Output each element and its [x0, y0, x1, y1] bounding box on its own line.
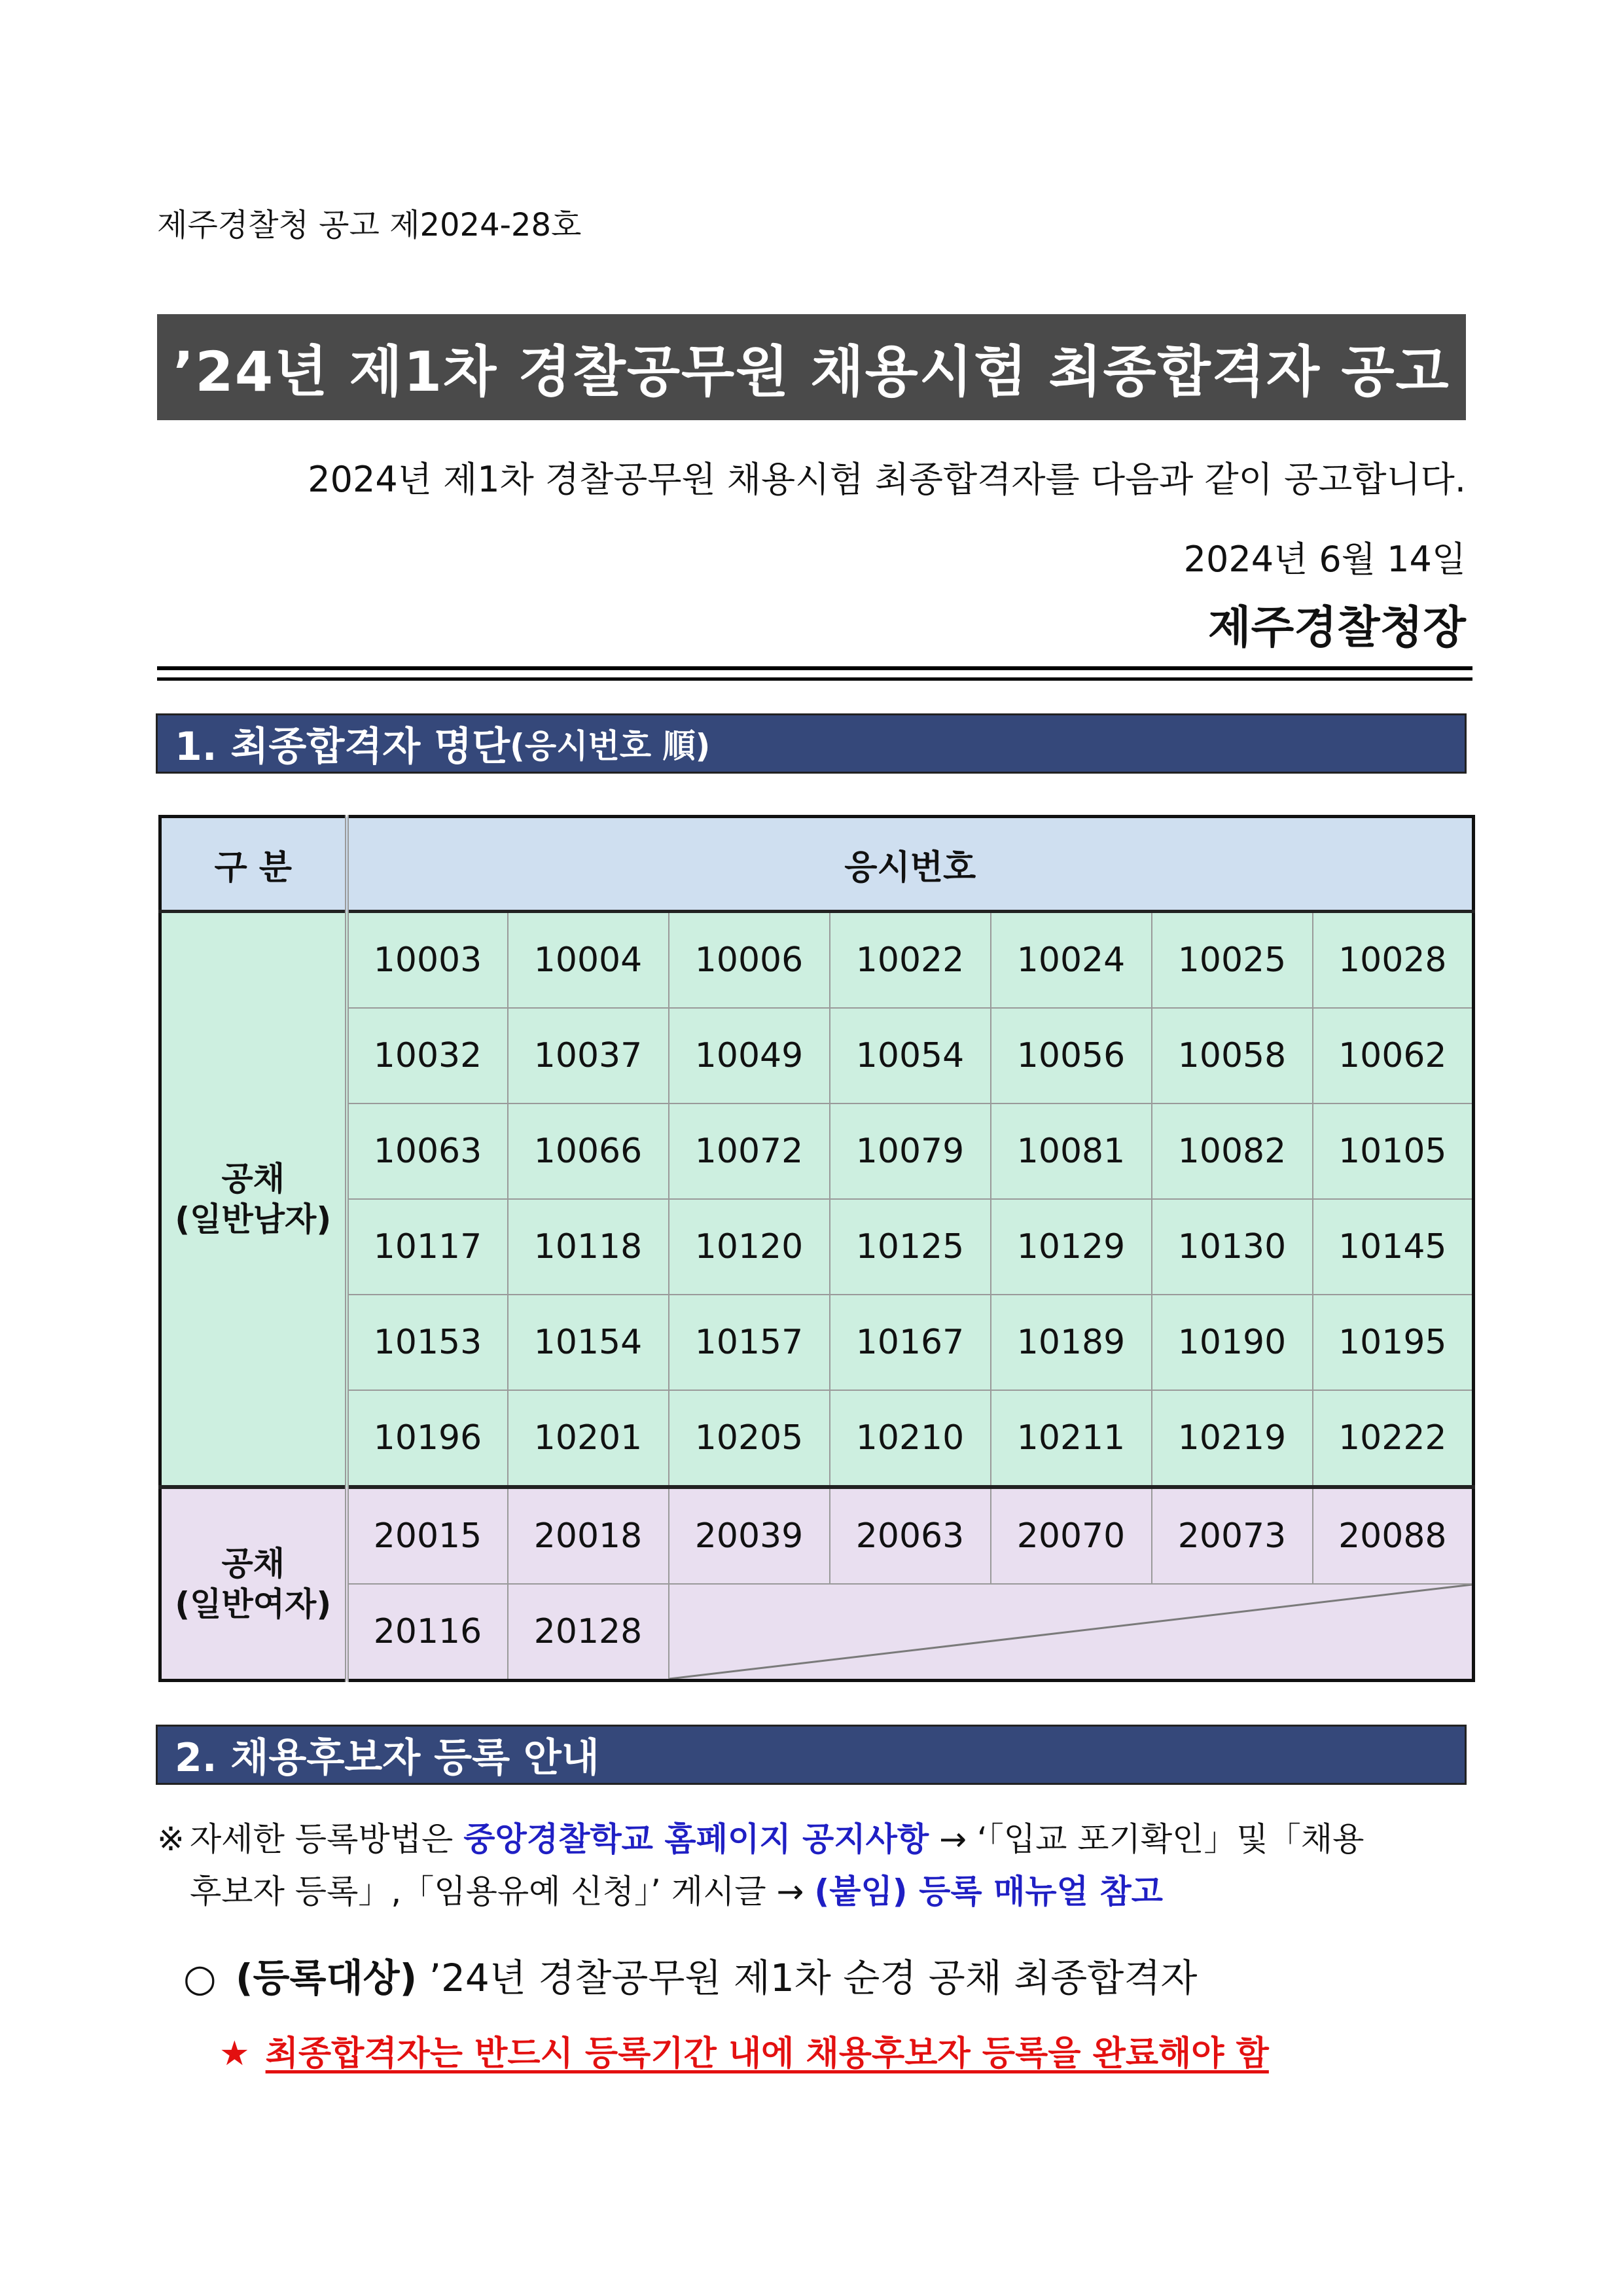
target-label: (등록대상) [236, 1956, 418, 2000]
exam-number-cell: 10196 [347, 1390, 508, 1487]
table-row [160, 1008, 1474, 1103]
exam-number-cell: 10054 [830, 1008, 991, 1103]
exam-number-cell: 20088 [1313, 1487, 1474, 1584]
exam-number-cell: 10210 [830, 1390, 991, 1487]
category-cell: 공채 (일반여자) [160, 1487, 347, 1681]
exam-number-cell: 10153 [347, 1295, 508, 1390]
exam-number-cell: 10195 [1313, 1295, 1474, 1390]
circle-bullet-icon: ○ [183, 1956, 217, 2000]
exam-number-cell: 10056 [991, 1008, 1152, 1103]
table-row [160, 1584, 1474, 1681]
exam-number-cell: 20070 [991, 1487, 1152, 1584]
notice-date: 2024년 6월 14일 [1183, 539, 1466, 580]
exam-number-cell: 10079 [830, 1103, 991, 1199]
exam-number-cell: 10025 [1152, 912, 1313, 1009]
exam-number-cell: 10145 [1313, 1199, 1474, 1295]
section-2-title: 2. 채용후보자 등록 안내 [175, 1735, 599, 1781]
category-cell: 공채 (일반남자) [160, 912, 347, 1488]
exam-number-cell: 20063 [830, 1487, 991, 1584]
manual-reference: (붙임) 등록 매뉴얼 참고 [814, 1873, 1163, 1910]
intro-text: 2024년 제1차 경찰공무원 채용시험 최종합격자를 다음과 같이 공고합니다. [308, 459, 1466, 500]
exam-number-cell: 10049 [669, 1008, 830, 1103]
exam-number-cell: 10201 [508, 1390, 669, 1487]
exam-number-cell: 10154 [508, 1295, 669, 1390]
exam-number-cell: 10189 [991, 1295, 1152, 1390]
exam-number-cell: 10167 [830, 1295, 991, 1390]
exam-number-cell: 10118 [508, 1199, 669, 1295]
exam-number-cell: 10211 [991, 1390, 1152, 1487]
exam-number-cell: 10022 [830, 912, 991, 1009]
exam-number-cell: 20128 [508, 1584, 669, 1681]
exam-number-cell: 10028 [1313, 912, 1474, 1009]
section-1-heading [156, 713, 1467, 774]
table-row [160, 1295, 1474, 1390]
exam-number-cell: 10003 [347, 912, 508, 1009]
note-text-1: 자세한 등록방법은 [190, 1820, 464, 1858]
exam-number-cell: 20116 [347, 1584, 508, 1681]
reference-mark: ※ [157, 1820, 185, 1858]
double-divider [157, 666, 1472, 681]
exam-number-cell: 10222 [1313, 1390, 1474, 1487]
exam-number-cell: 10125 [830, 1199, 991, 1295]
star-icon: ★ [219, 2034, 250, 2073]
exam-number-cell: 10105 [1313, 1103, 1474, 1199]
table-row [160, 1103, 1474, 1199]
exam-number-cell: 20073 [1152, 1487, 1313, 1584]
exam-number-cell: 10117 [347, 1199, 508, 1295]
registration-warning [219, 2026, 1269, 2075]
header-exam-numbers: 응시번호 [347, 817, 1474, 912]
warning-text: 최종합격자는 반드시 등록기간 내에 채용후보자 등록을 완료해야 함 [265, 2034, 1269, 2073]
exam-number-cell: 10063 [347, 1103, 508, 1199]
document-title: ’24년 제1차 경찰공무원 채용시험 최종합격자 공고 [157, 314, 1466, 420]
section-1-title: 1. 최종합격자 명단 [175, 724, 510, 770]
header-category: 구 분 [160, 817, 347, 912]
note-text-3: → ‘「입교 포기확인」및「채용 [929, 1820, 1364, 1858]
exam-number-cell: 10004 [508, 912, 669, 1009]
registration-note [157, 1813, 1466, 1918]
exam-number-cell: 10058 [1152, 1008, 1313, 1103]
exam-number-cell: 10219 [1152, 1390, 1313, 1487]
exam-number-cell: 10130 [1152, 1199, 1313, 1295]
table-row [160, 912, 1474, 1009]
exam-number-cell: 10066 [508, 1103, 669, 1199]
exam-number-cell: 10082 [1152, 1103, 1313, 1199]
section-1-subtitle: (응시번호 順) [510, 727, 711, 765]
exam-number-cell: 20039 [669, 1487, 830, 1584]
final-pass-table [158, 815, 1475, 1682]
table-row [160, 1487, 1474, 1584]
exam-number-cell: 10120 [669, 1199, 830, 1295]
registration-target [183, 1947, 1197, 2002]
exam-number-cell: 10190 [1152, 1295, 1313, 1390]
exam-number-cell: 10205 [669, 1390, 830, 1487]
exam-number-cell: 20015 [347, 1487, 508, 1584]
exam-number-cell: 10037 [508, 1008, 669, 1103]
section-2-heading [156, 1725, 1467, 1785]
empty-cell-diagonal [669, 1584, 1474, 1681]
exam-number-cell: 10157 [669, 1295, 830, 1390]
homepage-notice-link: 중앙경찰학교 홈페이지 공지사항 [463, 1820, 929, 1858]
notice-number: 제주경찰청 공고 제2024-28호 [157, 207, 582, 243]
table-row [160, 1199, 1474, 1295]
note-text-4: 후보자 등록」,「임용유예 신청」’ 게시글 → [190, 1873, 815, 1910]
exam-number-cell: 10062 [1313, 1008, 1474, 1103]
issuer-name: 제주경찰청장 [1207, 602, 1466, 654]
exam-number-cell: 10032 [347, 1008, 508, 1103]
exam-number-cell: 10081 [991, 1103, 1152, 1199]
exam-number-cell: 10072 [669, 1103, 830, 1199]
target-text: ’24년 경찰공무원 제1차 순경 공채 최종합격자 [417, 1956, 1198, 2000]
exam-number-cell: 10006 [669, 912, 830, 1009]
exam-number-cell: 10024 [991, 912, 1152, 1009]
table-row [160, 1390, 1474, 1487]
exam-number-cell: 20018 [508, 1487, 669, 1584]
exam-number-cell: 10129 [991, 1199, 1152, 1295]
